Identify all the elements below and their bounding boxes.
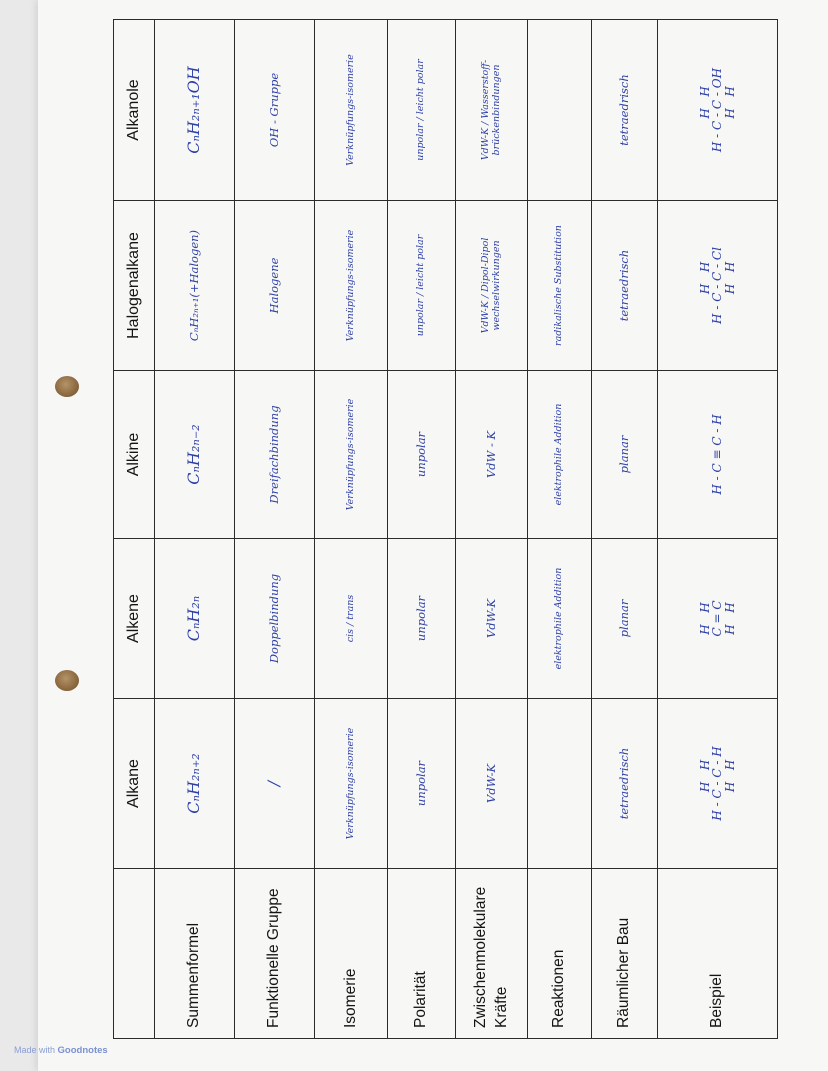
table-cell: tetraedrisch — [592, 20, 658, 201]
table-cell: Verknüpfungs-isomerie — [315, 20, 388, 201]
watermark-prefix: Made with — [14, 1045, 56, 1055]
header-halogenalkane: Halogenalkane — [114, 201, 155, 371]
table-cell: unpolar — [388, 699, 456, 869]
row-label: Reaktionen — [528, 869, 592, 1039]
table-row — [235, 20, 315, 1039]
table-cell: VdW-K / Wasserstoff-brückenbindungen — [456, 20, 528, 201]
table-cell: VdW-K / Dipol-Dipol wechselwirkungen — [456, 201, 528, 371]
table-cell: planar — [592, 539, 658, 699]
table-cell: H H H - C - C - OH H H — [658, 20, 778, 201]
table-row — [528, 20, 592, 1039]
table-cell: H H H - C - C - Cl H H — [658, 201, 778, 371]
table-cell: VdW - K — [456, 371, 528, 539]
table-cell: Doppelbindung — [235, 539, 315, 699]
row-label: Beispiel — [658, 869, 778, 1039]
table-cell: unpolar — [388, 371, 456, 539]
row-label: Räumlicher Bau — [592, 869, 658, 1039]
comparison-table — [113, 19, 778, 1039]
table-cell: Dreifachbindung — [235, 371, 315, 539]
row-label: Polarität — [388, 869, 456, 1039]
table-row — [388, 20, 456, 1039]
comparison-table-area — [113, 20, 777, 1039]
row-label: Summenformel — [155, 869, 235, 1039]
table-row — [456, 20, 528, 1039]
row-label: Zwischenmolekulare Kräfte — [456, 869, 528, 1039]
row-label: Funktionelle Gruppe — [235, 869, 315, 1039]
watermark-brand: Goodnotes — [57, 1045, 108, 1056]
table-cell: / — [235, 699, 315, 869]
table-cell: CₙH₂ₙ₋₂ — [155, 371, 235, 539]
table-row — [592, 20, 658, 1039]
table-row — [155, 20, 235, 1039]
table-cell: CₙH₂ₙ₊₁(+Halogen) — [155, 201, 235, 371]
header-alkine: Alkine — [114, 371, 155, 539]
table-cell: tetraedrisch — [592, 201, 658, 371]
table-row — [658, 20, 778, 1039]
goodnotes-watermark — [14, 1045, 108, 1056]
table-row — [315, 20, 388, 1039]
punch-hole-top — [55, 376, 79, 397]
table-cell: CₙH₂ₙ₊₂ — [155, 699, 235, 869]
table-cell: CₙH₂ₙ — [155, 539, 235, 699]
table-cell: planar — [592, 371, 658, 539]
table-cell: Halogene — [235, 201, 315, 371]
row-label: Isomerie — [315, 869, 388, 1039]
table-cell: Verknüpfungs-isomerie — [315, 371, 388, 539]
table-cell: elektrophile Addition — [528, 539, 592, 699]
table-cell: tetraedrisch — [592, 699, 658, 869]
table-cell: Verknüpfungs-isomerie — [315, 201, 388, 371]
table-cell: unpolar / leicht polar — [388, 201, 456, 371]
table-cell: H - C ≡ C - H — [658, 371, 778, 539]
table-cell — [528, 20, 592, 201]
table-cell: CₙH₂ₙ₊₁OH — [155, 20, 235, 201]
header-alkanole: Alkanole — [114, 20, 155, 201]
punch-hole-bottom — [55, 670, 79, 691]
header-corner — [114, 869, 155, 1039]
table-cell: H H C = C H H — [658, 539, 778, 699]
table-cell: cis / trans — [315, 539, 388, 699]
table-cell: OH - Gruppe — [235, 20, 315, 201]
table-cell: elektrophile Addition — [528, 371, 592, 539]
table-cell: VdW-K — [456, 699, 528, 869]
table-cell: VdW-K — [456, 539, 528, 699]
table-cell: H H H - C - C - H H H — [658, 699, 778, 869]
table-cell — [528, 699, 592, 869]
table-cell: Verknüpfungs-isomerie — [315, 699, 388, 869]
table-cell: unpolar / leicht polar — [388, 20, 456, 201]
table-cell: unpolar — [388, 539, 456, 699]
header-alkane: Alkane — [114, 699, 155, 869]
header-alkene: Alkene — [114, 539, 155, 699]
table-cell: radikalische Substitution — [528, 201, 592, 371]
header-row — [114, 20, 155, 1039]
